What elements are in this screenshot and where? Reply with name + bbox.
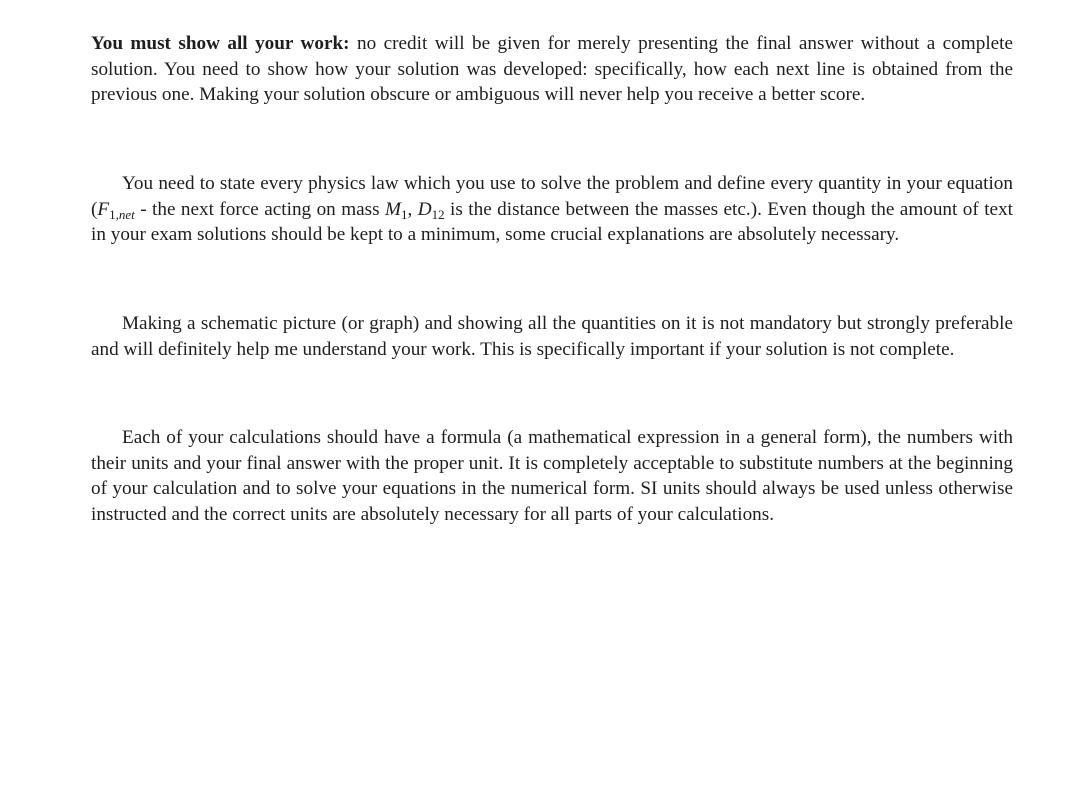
paragraph-schematic: Making a schematic picture (or graph) and showing all the quantities on it is not mandatory but strongly preferable and will definitely help me understand your work. This is specifically important if your solution is not complete. [91,313,1013,360]
paragraph-calculations: Each of your calculations should have a formula (a mathematical expression in a general form), the numbers with their units and your final answer with the proper unit. It is completely acceptable to substitute numbers at the beginning of your calculation and to solve your equations in the numerical form. SI units should always be used unless otherwise instructed and the correct units are absolutely necessary for all parts of your calculations. [91,427,1013,525]
paragraph-text: - the next force acting on mass [134,198,386,220]
paragraph-lead-bold: You must show all your work: [91,33,350,54]
math-symbol-f: F [97,198,110,220]
paragraph-text: , [407,198,418,220]
paragraph-text: is the distance between the masses etc.). Even though the amount of text in your exam solutions should be kept to a minimum, some crucial explanations are absolutely necessary. [91,198,1013,245]
math-subscript-f: 1,net [109,206,135,222]
math-symbol-m: M [385,198,401,220]
paragraph-text: You need to state every physics law which you use to solve the problem and define every quantity in your equation ( [91,173,1013,220]
math-subscript-m: 1 [401,206,408,222]
math-symbol-d: D [417,198,432,220]
paragraph-physics-laws [91,171,1013,248]
paragraph-text: no credit will be given for merely presenting the final answer without a complete solution. You need to show how your solution was developed: specifically, how each next line is obtained from the previous one. Making your solution obscure or ambiguous will never help you receive a better score. [91,33,1014,105]
math-subscript-d: 12 [431,206,445,222]
paragraph-show-work [91,31,1013,108]
